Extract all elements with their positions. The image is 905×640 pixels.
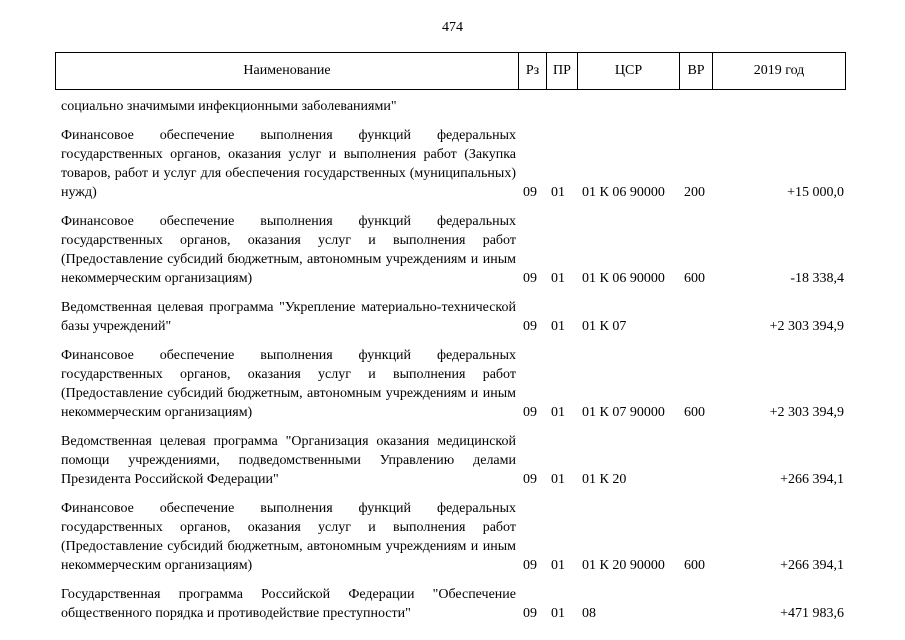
row-name: Финансовое обеспечение выполнения функций федеральных государственных органов, оказания услуг и выполнения работ (Предоставление субсидий бюджетным, автономным учреждениям и иным некоммерческим организациям) — [61, 501, 516, 573]
row-amount: -18 338,4 — [790, 271, 844, 286]
page-number: 474 — [442, 20, 463, 35]
row-csr: 01 К 07 90000 — [582, 405, 665, 420]
row-csr: 01 К 07 — [582, 319, 627, 334]
row-csr: 01 К 06 90000 — [582, 271, 665, 286]
row-rz: 09 — [523, 185, 537, 200]
header-csr: ЦСР — [578, 53, 680, 90]
row-csr: 08 — [582, 606, 596, 621]
row-name: Финансовое обеспечение выполнения функций федеральных государственных органов, оказания услуг и выполнения работ (Закупка товаров, работ и услуг для обеспечения государственных (муниципальных) нужд) — [61, 128, 516, 200]
row-name: социально значимыми инфекционными заболеваниями" — [61, 99, 397, 114]
row-pr: 01 — [551, 606, 565, 621]
table-row — [0, 97, 905, 116]
row-csr: 01 К 20 — [582, 472, 627, 487]
row-rz: 09 — [523, 558, 537, 573]
row-name: Ведомственная целевая программа "Организация оказания медицинской помощи учреждениями, подведомственными Управлению делами Президента Российской Федерации" — [61, 434, 516, 487]
row-name: Ведомственная целевая программа "Укрепление материально-технической базы учреждений" — [61, 300, 516, 334]
table-row — [0, 298, 905, 336]
table-row — [0, 346, 905, 422]
header-rz: Рз — [519, 53, 547, 90]
row-amount: +15 000,0 — [787, 185, 844, 200]
table-body — [0, 97, 905, 633]
row-vr: 600 — [684, 405, 705, 420]
row-rz: 09 — [523, 271, 537, 286]
row-pr: 01 — [551, 271, 565, 286]
row-rz: 09 — [523, 319, 537, 334]
header-vr: ВР — [680, 53, 713, 90]
row-amount: +2 303 394,9 — [769, 319, 844, 334]
row-amount: +266 394,1 — [780, 558, 844, 573]
table-row — [0, 585, 905, 623]
row-vr: 600 — [684, 558, 705, 573]
row-vr: 600 — [684, 271, 705, 286]
row-pr: 01 — [551, 405, 565, 420]
row-rz: 09 — [523, 606, 537, 621]
row-pr: 01 — [551, 472, 565, 487]
table-row — [0, 432, 905, 489]
row-name: Финансовое обеспечение выполнения функций федеральных государственных органов, оказания услуг и выполнения работ (Предоставление субсидий бюджетным, автономным учреждениям и иным некоммерческим организациям) — [61, 214, 516, 286]
table-row — [0, 212, 905, 288]
row-pr: 01 — [551, 185, 565, 200]
row-rz: 09 — [523, 405, 537, 420]
header-name: Наименование — [56, 53, 519, 90]
row-pr: 01 — [551, 319, 565, 334]
row-csr: 01 К 20 90000 — [582, 558, 665, 573]
row-name: Финансовое обеспечение выполнения функций федеральных государственных органов, оказания услуг и выполнения работ (Предоставление субсидий бюджетным, автономным учреждениям и иным некоммерческим организациям) — [61, 348, 516, 420]
row-amount: +2 303 394,9 — [769, 405, 844, 420]
row-rz: 09 — [523, 472, 537, 487]
row-name: Государственная программа Российской Федерации "Обеспечение общественного порядка и противодействие преступности" — [61, 587, 516, 621]
row-amount: +471 983,6 — [780, 606, 844, 621]
header-year: 2019 год — [713, 53, 846, 90]
table-header — [55, 52, 846, 90]
header-pr: ПР — [547, 53, 578, 90]
row-csr: 01 К 06 90000 — [582, 185, 665, 200]
table-row — [0, 499, 905, 575]
row-pr: 01 — [551, 558, 565, 573]
row-vr: 200 — [684, 185, 705, 200]
table-row — [0, 126, 905, 202]
row-amount: +266 394,1 — [780, 472, 844, 487]
